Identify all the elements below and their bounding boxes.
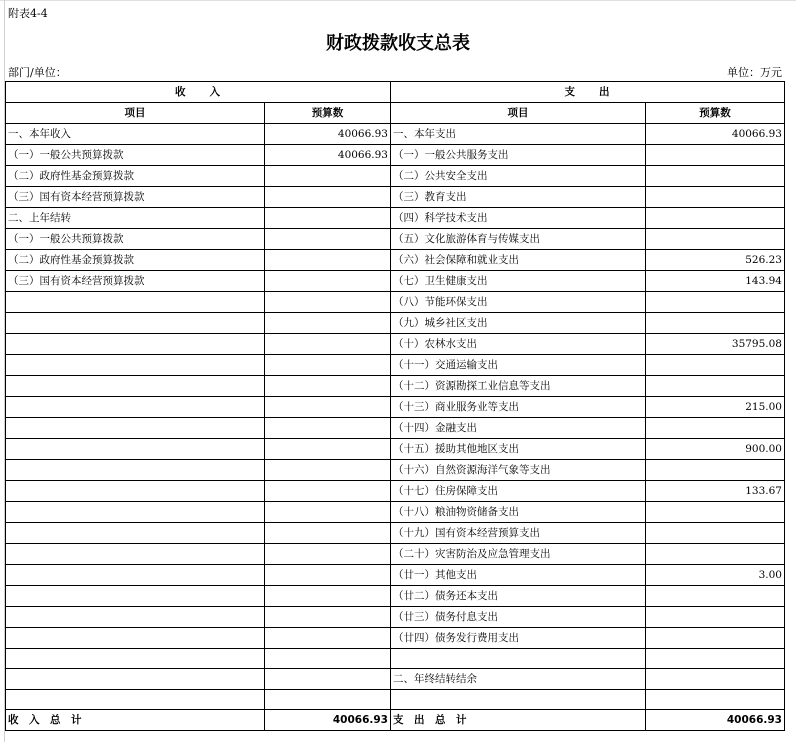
table-row [6,376,785,397]
expense-item-cell: （十二）资源勘探工业信息等支出 [391,376,646,397]
table-row [6,124,785,145]
expense-item-cell: （廿三）债务付息支出 [391,607,646,628]
income-item-cell [6,669,265,690]
expense-item-cell: （廿一）其他支出 [391,565,646,586]
expense-amount-cell: 900.00 [646,439,785,460]
table-row [6,166,785,187]
unit-label: 单位：万元 [727,66,782,79]
income-item-cell [6,544,265,565]
table-row [6,313,785,334]
income-item-cell [6,292,265,313]
column-header-row [6,103,785,124]
income-total-amount: 40066.93 [265,710,391,731]
expense-item-cell [391,649,646,669]
income-amount-cell [265,565,391,586]
income-item-header: 项目 [6,103,265,124]
income-item-cell [6,586,265,607]
income-item-cell [6,565,265,586]
expense-item-cell: （十三）商业服务业等支出 [391,397,646,418]
income-amount-cell [265,502,391,523]
expense-item-cell: 二、年终结转结余 [391,669,646,690]
income-item-cell: 一、本年收入 [6,124,265,145]
budget-table [5,81,785,731]
expense-item-cell: （九）城乡社区支出 [391,313,646,334]
expense-amount-cell: 3.00 [646,565,785,586]
table-row [6,439,785,460]
expense-amount-cell [646,523,785,544]
income-item-cell: （三）国有资本经营预算拨款 [6,187,265,208]
income-item-cell: 二、上年结转 [6,208,265,229]
expense-amount-cell [646,292,785,313]
table-row [6,481,785,502]
table-row [6,565,785,586]
expense-amount-cell [646,376,785,397]
income-amount-cell [265,208,391,229]
income-section-header: 收 入 [6,82,391,103]
income-amount-cell [265,586,391,607]
income-item-cell: （一）一般公共预算拨款 [6,229,265,250]
expense-item-cell [391,690,646,710]
expense-item-cell: （三）教育支出 [391,187,646,208]
expense-item-cell: （十四）金融支出 [391,418,646,439]
income-item-cell [6,397,265,418]
appendix-label: 附表4-4 [8,7,48,20]
expense-item-cell: （十六）自然资源海洋气象等支出 [391,460,646,481]
income-amount-cell [265,544,391,565]
income-amount-cell [265,628,391,649]
expense-amount-cell [646,145,785,166]
income-amount-cell [265,313,391,334]
expense-section-header: 支 出 [391,82,785,103]
table-row [6,669,785,690]
expense-amount-cell: 35795.08 [646,334,785,355]
table-row [6,502,785,523]
expense-amount-cell [646,208,785,229]
income-amount-cell [265,523,391,544]
expense-item-cell: （二十）灾害防治及应急管理支出 [391,544,646,565]
expense-total-label: 支 出 总 计 [391,710,646,731]
table-body [6,124,785,710]
expense-item-cell: （四）科学技术支出 [391,208,646,229]
income-amount-cell [265,439,391,460]
income-item-cell [6,334,265,355]
income-item-cell [6,628,265,649]
expense-item-cell: （八）节能环保支出 [391,292,646,313]
table-row [6,418,785,439]
income-amount-cell [265,418,391,439]
income-amount-cell [265,229,391,250]
expense-amount-cell [646,586,785,607]
income-amount-cell: 40066.93 [265,145,391,166]
income-amount-cell [265,334,391,355]
expense-item-cell: 一、本年支出 [391,124,646,145]
expense-amount-cell: 215.00 [646,397,785,418]
income-amount-cell [265,607,391,628]
expense-amount-cell [646,669,785,690]
expense-item-cell: （廿四）债务发行费用支出 [391,628,646,649]
expense-amount-cell: 40066.93 [646,124,785,145]
table-row [6,334,785,355]
total-row [6,710,785,731]
expense-amount-cell [646,690,785,710]
expense-item-cell: （七）卫生健康支出 [391,271,646,292]
income-amount-cell [265,649,391,669]
income-item-cell [6,439,265,460]
income-item-cell [6,355,265,376]
table-row [6,607,785,628]
department-label: 部门/单位： [8,66,67,79]
expense-item-cell: （六）社会保障和就业支出 [391,250,646,271]
expense-amount-cell: 526.23 [646,250,785,271]
income-amount-cell [265,397,391,418]
income-item-cell [6,376,265,397]
income-item-cell: （三）国有资本经营预算拨款 [6,271,265,292]
income-amount-cell [265,292,391,313]
table-row [6,145,785,166]
income-item-cell [6,313,265,334]
expense-amount-cell [646,544,785,565]
income-item-cell [6,523,265,544]
income-amount-cell: 40066.93 [265,124,391,145]
section-header-row [6,82,785,103]
table-row [6,292,785,313]
expense-item-cell: （十九）国有资本经营预算支出 [391,523,646,544]
page-title: 财政拨款收支总表 [326,33,470,54]
income-amount-cell [265,355,391,376]
expense-item-cell: （十五）援助其他地区支出 [391,439,646,460]
expense-item-cell: （十七）住房保障支出 [391,481,646,502]
income-amount-cell [265,166,391,187]
income-budget-header: 预算数 [265,103,391,124]
income-item-cell: （二）政府性基金预算拨款 [6,250,265,271]
income-total-label: 收 入 总 计 [6,710,265,731]
expense-amount-cell [646,628,785,649]
expense-item-cell: （廿二）债务还本支出 [391,586,646,607]
expense-item-cell: （五）文化旅游体育与传媒支出 [391,229,646,250]
table-row [6,187,785,208]
income-amount-cell [265,669,391,690]
expense-amount-cell [646,460,785,481]
expense-item-cell: （十）农林水支出 [391,334,646,355]
expense-budget-header: 预算数 [646,103,785,124]
expense-amount-cell [646,418,785,439]
expense-amount-cell [646,649,785,669]
table-row [6,355,785,376]
table-row [6,460,785,481]
expense-amount-cell [646,187,785,208]
income-amount-cell [265,376,391,397]
income-item-cell: （二）政府性基金预算拨款 [6,166,265,187]
income-item-cell [6,481,265,502]
table-row [6,690,785,710]
expense-amount-cell: 143.94 [646,271,785,292]
table-row [6,586,785,607]
expense-amount-cell [646,229,785,250]
expense-amount-cell [646,166,785,187]
table-row [6,649,785,669]
table-row [6,208,785,229]
expense-item-header: 项目 [391,103,646,124]
expense-total-amount: 40066.93 [646,710,785,731]
table-row [6,250,785,271]
income-amount-cell [265,460,391,481]
income-item-cell: （一）一般公共预算拨款 [6,145,265,166]
table-row [6,544,785,565]
table-row [6,397,785,418]
income-item-cell [6,418,265,439]
expense-amount-cell: 133.67 [646,481,785,502]
income-amount-cell [265,481,391,502]
income-amount-cell [265,250,391,271]
income-amount-cell [265,690,391,710]
table-row [6,523,785,544]
expense-item-cell: （十八）粮油物资储备支出 [391,502,646,523]
income-item-cell [6,460,265,481]
expense-item-cell: （一）一般公共服务支出 [391,145,646,166]
table-row [6,229,785,250]
income-amount-cell [265,187,391,208]
expense-amount-cell [646,607,785,628]
expense-amount-cell [646,313,785,334]
expense-amount-cell [646,502,785,523]
table-row [6,628,785,649]
income-amount-cell [265,271,391,292]
income-item-cell [6,607,265,628]
sheet-top-border [0,0,796,1]
expense-item-cell: （二）公共安全支出 [391,166,646,187]
income-item-cell [6,690,265,710]
income-item-cell [6,502,265,523]
expense-item-cell: （十一）交通运输支出 [391,355,646,376]
table-row [6,271,785,292]
expense-amount-cell [646,355,785,376]
income-item-cell [6,649,265,669]
